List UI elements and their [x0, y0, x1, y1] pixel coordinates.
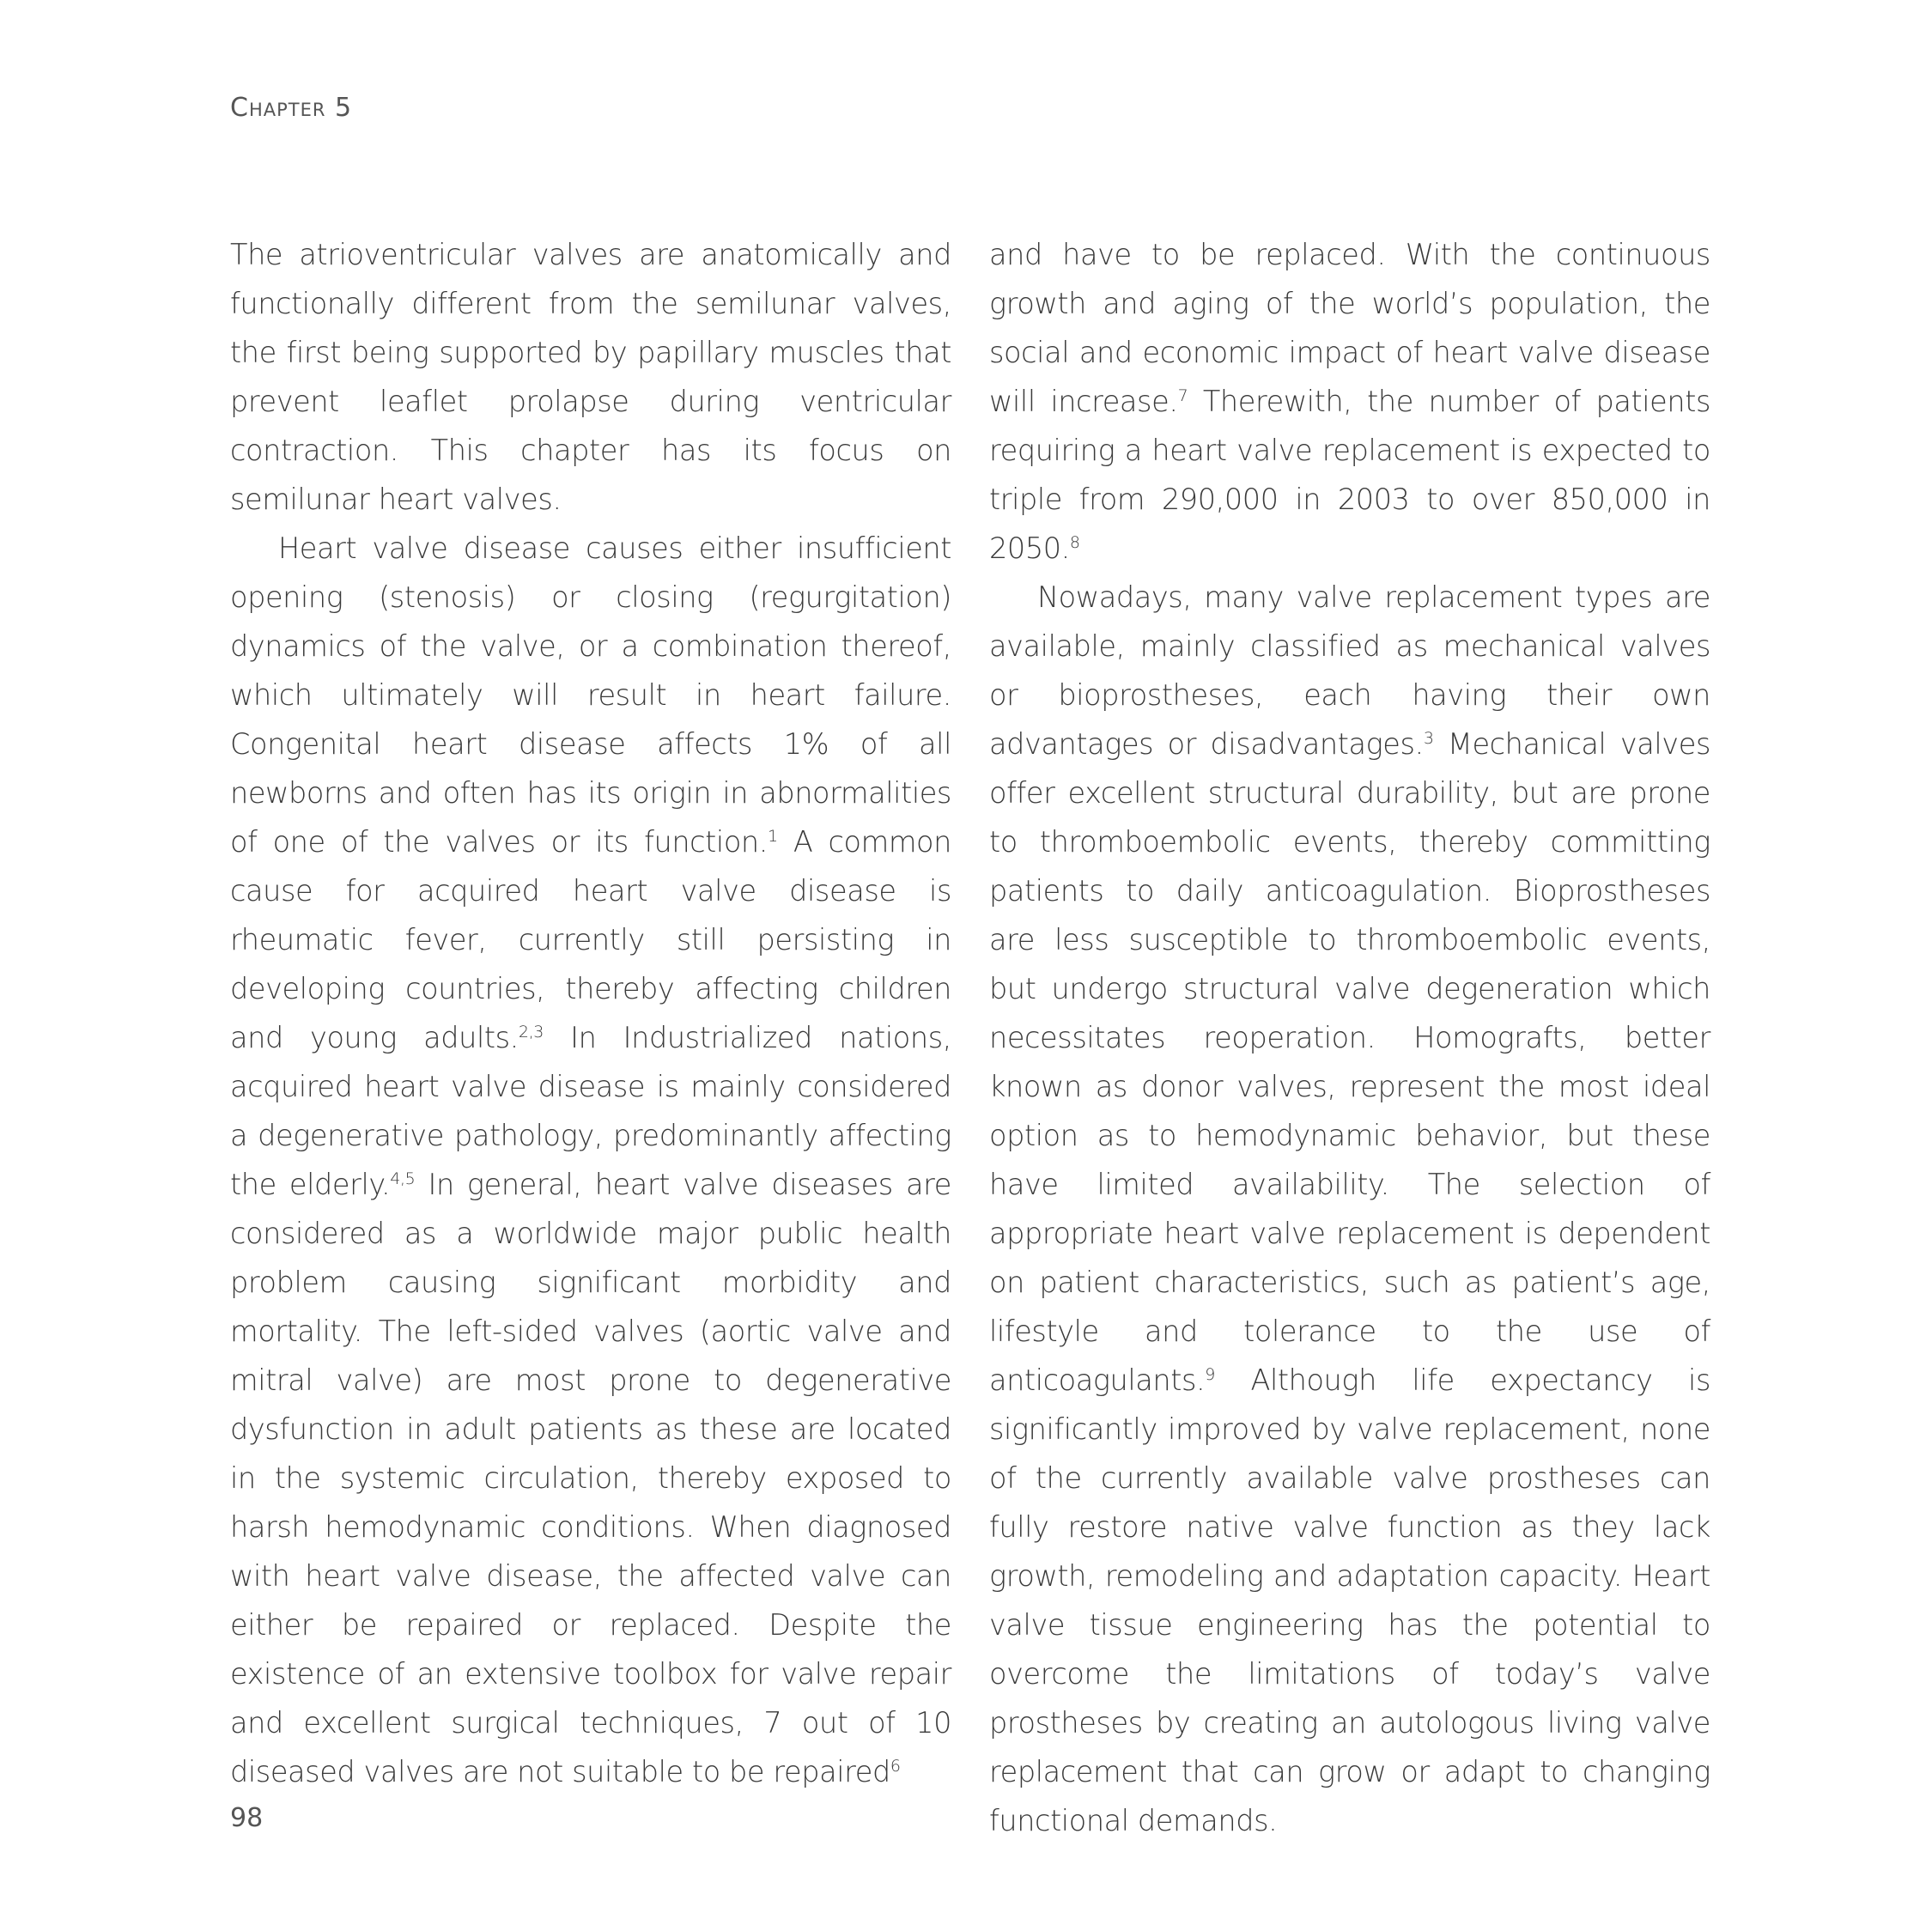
reference-marker: 7	[1177, 386, 1188, 405]
paragraph	[230, 524, 951, 1796]
paragraph-text: In general, heart valve diseases are considered as a worldwide major public health problem causing significant morbidity and mortality. The left-sided valves (aortic valve and mitral valve) are most prone to degenerative dysfunction in adult patients as these are located in the systemic circulation, thereby exposed to harsh hemodynamic conditions. When diagnosed with heart valve disease, the affected valve can either be repaired or replaced. Despite the existence of an extensive toolbox for valve repair and excellent surgical techniques, 7 out of 10 diseased valves are not suitable to be repaired	[230, 1168, 951, 1788]
paragraph-text: Therewith, the number of patients requiring a heart valve replacement is expected to triple from 290,000 in 2003 to over 850,000 in 2050.	[989, 385, 1710, 565]
reference-marker: 4,5	[390, 1169, 416, 1188]
page-number: 98	[230, 1803, 264, 1833]
paragraph	[989, 230, 1710, 573]
reference-marker: 1	[768, 827, 778, 846]
reference-marker: 9	[1205, 1365, 1215, 1384]
paragraph-text: Although life expectancy is significantly improved by valve replacement, none of the currently available valve prostheses can fully restore native valve function as they lack growth, remodeling and adaptation capacity. Heart valve tissue engineering has the potential to overcome the limitations of today’s valve prostheses by creating an autologous living valve replacement that can grow or adapt to changing functional demands.	[989, 1363, 1710, 1837]
paragraph-text: Heart valve disease causes either insufficient opening (stenosis) or closing (regurgitation) dynamics of the valve, or a combination thereof, which ultimately will result in heart failure. Congenital heart disease affects 1% of all newborns and often has its origin in abnormalities of one of the valves or its function.	[230, 531, 951, 859]
right-text-column	[989, 230, 1710, 1845]
paragraph-text: Mechanical valves offer excellent structural durability, but are prone to thromboembolic events, thereby committing patients to daily anticoagulation. Bioprostheses are less susceptible to thromboembolic events, but undergo structural valve degeneration which necessitates reoperation. Homografts, better known as donor valves, represent the most ideal option as to hemodynamic behavior, but these have limited availability. The selection of appropriate heart valve replacement is dependent on patient characteristics, such as patient’s age, lifestyle and tolerance to the use of anticoagulants.	[989, 727, 1710, 1397]
reference-marker: 8	[1069, 533, 1080, 552]
paragraph-text: In Industrialized nations, acquired heart valve disease is mainly considered a degenerative pathology, predominantly affecting the elderly.	[230, 1021, 951, 1201]
paragraph	[989, 573, 1710, 1845]
paragraph-text: and have to be replaced. With the continuous growth and aging of the world’s population, the social and economic impact of heart valve disease will increase.	[989, 238, 1710, 418]
paragraph: The atrioventricular valves are anatomically and functionally different from the semilunar valves, the first being supported by papillary muscles that prevent leaflet prolapse during ventricular contraction. This chapter has its focus on semilunar heart valves.	[230, 238, 951, 516]
paragraph-text: Nowadays, many valve replacement types are available, mainly classified as mechanical valves or bioprostheses, each having their own advantages or disadvantages.	[989, 580, 1710, 761]
paragraph-text: A common cause for acquired heart valve disease is rheumatic fever, currently still persisting in developing countries, thereby affecting children and young adults.	[230, 825, 951, 1054]
reference-marker: 3	[1423, 729, 1434, 748]
running-head: Chapter 5	[230, 93, 353, 123]
left-text-column	[230, 230, 951, 1796]
reference-marker: 2,3	[518, 1023, 544, 1041]
reference-marker: 6	[890, 1757, 901, 1776]
